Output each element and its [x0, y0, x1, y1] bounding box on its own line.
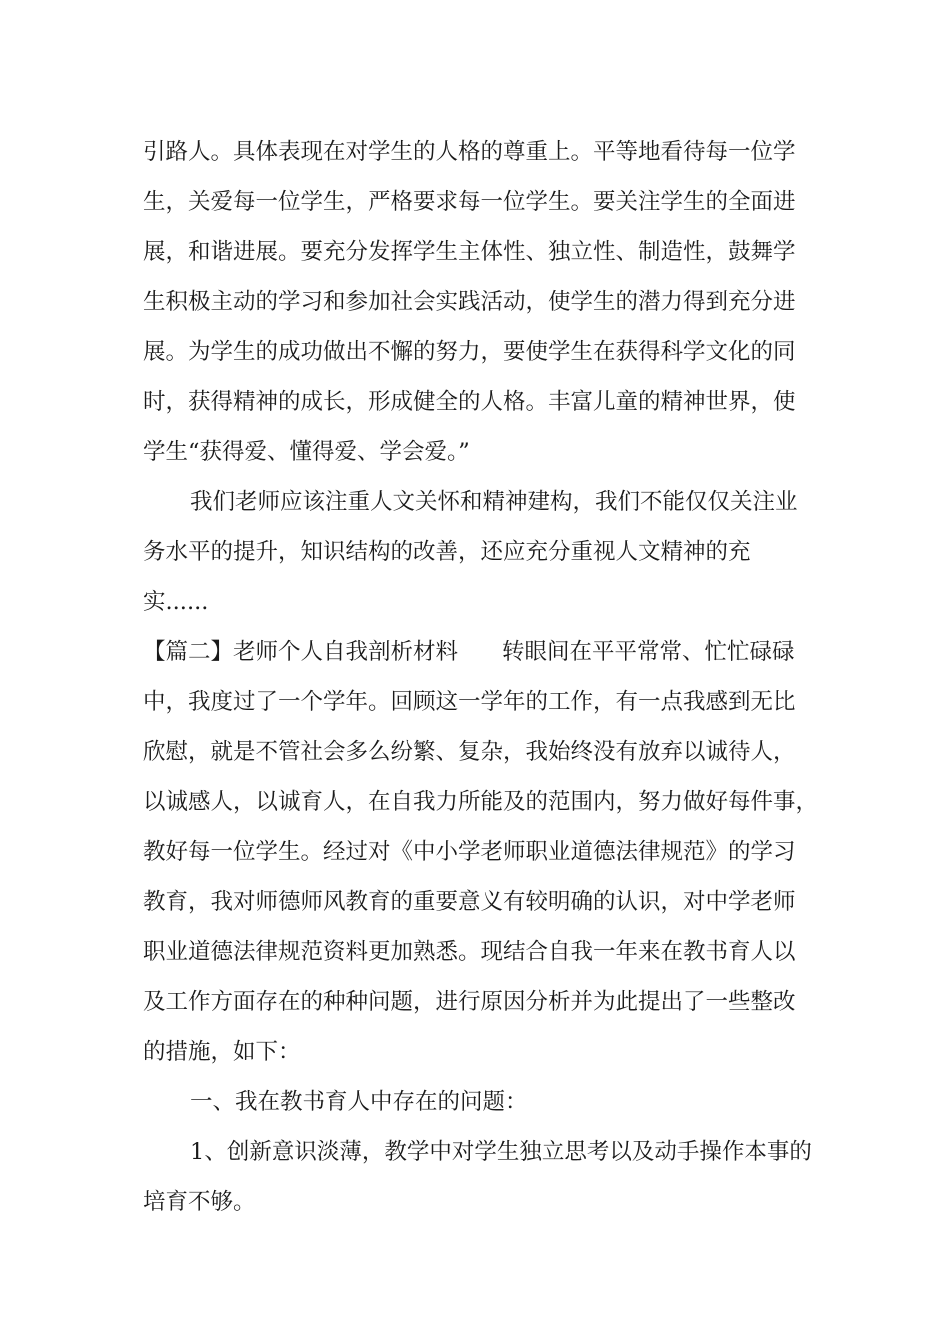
section-heading: [143, 635, 823, 669]
body-text-line: 展。为学生的成功做出不懈的努力，要使学生在获得科学文化的同: [143, 339, 796, 365]
body-text-line: 展，和谐进展。要充分发挥学生主体性、独立性、制造性，鼓舞学: [143, 239, 796, 265]
body-text-line: 务水平的提升，知识结构的改善，还应充分重视人文精神的充: [143, 539, 751, 565]
subheading: 一、我在教书育人中存在的问题：: [190, 1089, 528, 1115]
section-heading-continuation: 转眼间在平平常常、忙忙碌碌: [502, 639, 795, 665]
body-text-line: 及工作方面存在的种种问题，进行原因分析并为此提出了一些整改: [143, 989, 796, 1015]
paragraph-first-line: 我们老师应该注重人文关怀和精神建构，我们不能仅仅关注业: [190, 489, 798, 515]
body-text-line: 生，关爱每一位学生，严格要求每一位学生。要关注学生的全面进: [143, 189, 796, 215]
body-text-line: 以诚感人，以诚育人，在自我力所能及的范围内，努力做好每件事，: [143, 789, 819, 815]
body-text-line: 时，获得精神的成长，形成健全的人格。丰富儿童的精神世界，使: [143, 389, 796, 415]
body-text-line: 培育不够。: [143, 1189, 256, 1215]
body-text-line: 引路人。具体表现在对学生的人格的尊重上。平等地看待每一位学: [143, 139, 796, 165]
body-text-line: 教育，我对师德师风教育的重要意义有较明确的认识，对中学老师: [143, 889, 796, 915]
body-text-line: 教好每一位学生。经过对《中小学老师职业道德法律规范》的学习: [143, 839, 796, 865]
body-text-line: 职业道德法律规范资料更加熟悉。现结合自我一年来在教书育人以: [143, 939, 796, 965]
body-text-line: 生积极主动的学习和参加社会实践活动，使学生的潜力得到充分进: [143, 289, 796, 315]
section-heading-title: 【篇二】老师个人自我剖析材料: [143, 639, 459, 665]
body-text-line: 欣慰，就是不管社会多么纷繁、复杂，我始终没有放弃以诚待人，: [143, 739, 796, 765]
body-text-line: 实......: [143, 589, 209, 615]
body-text-line: 中，我度过了一个学年。回顾这一学年的工作，有一点我感到无比: [143, 689, 796, 715]
list-item-first-line: 1、创新意识淡薄，教学中对学生独立思考以及动手操作本事的: [190, 1139, 812, 1165]
body-text-line: 的措施，如下：: [143, 1039, 301, 1065]
body-text-line: 学生“获得爱、懂得爱、学会爱。”: [143, 439, 470, 465]
